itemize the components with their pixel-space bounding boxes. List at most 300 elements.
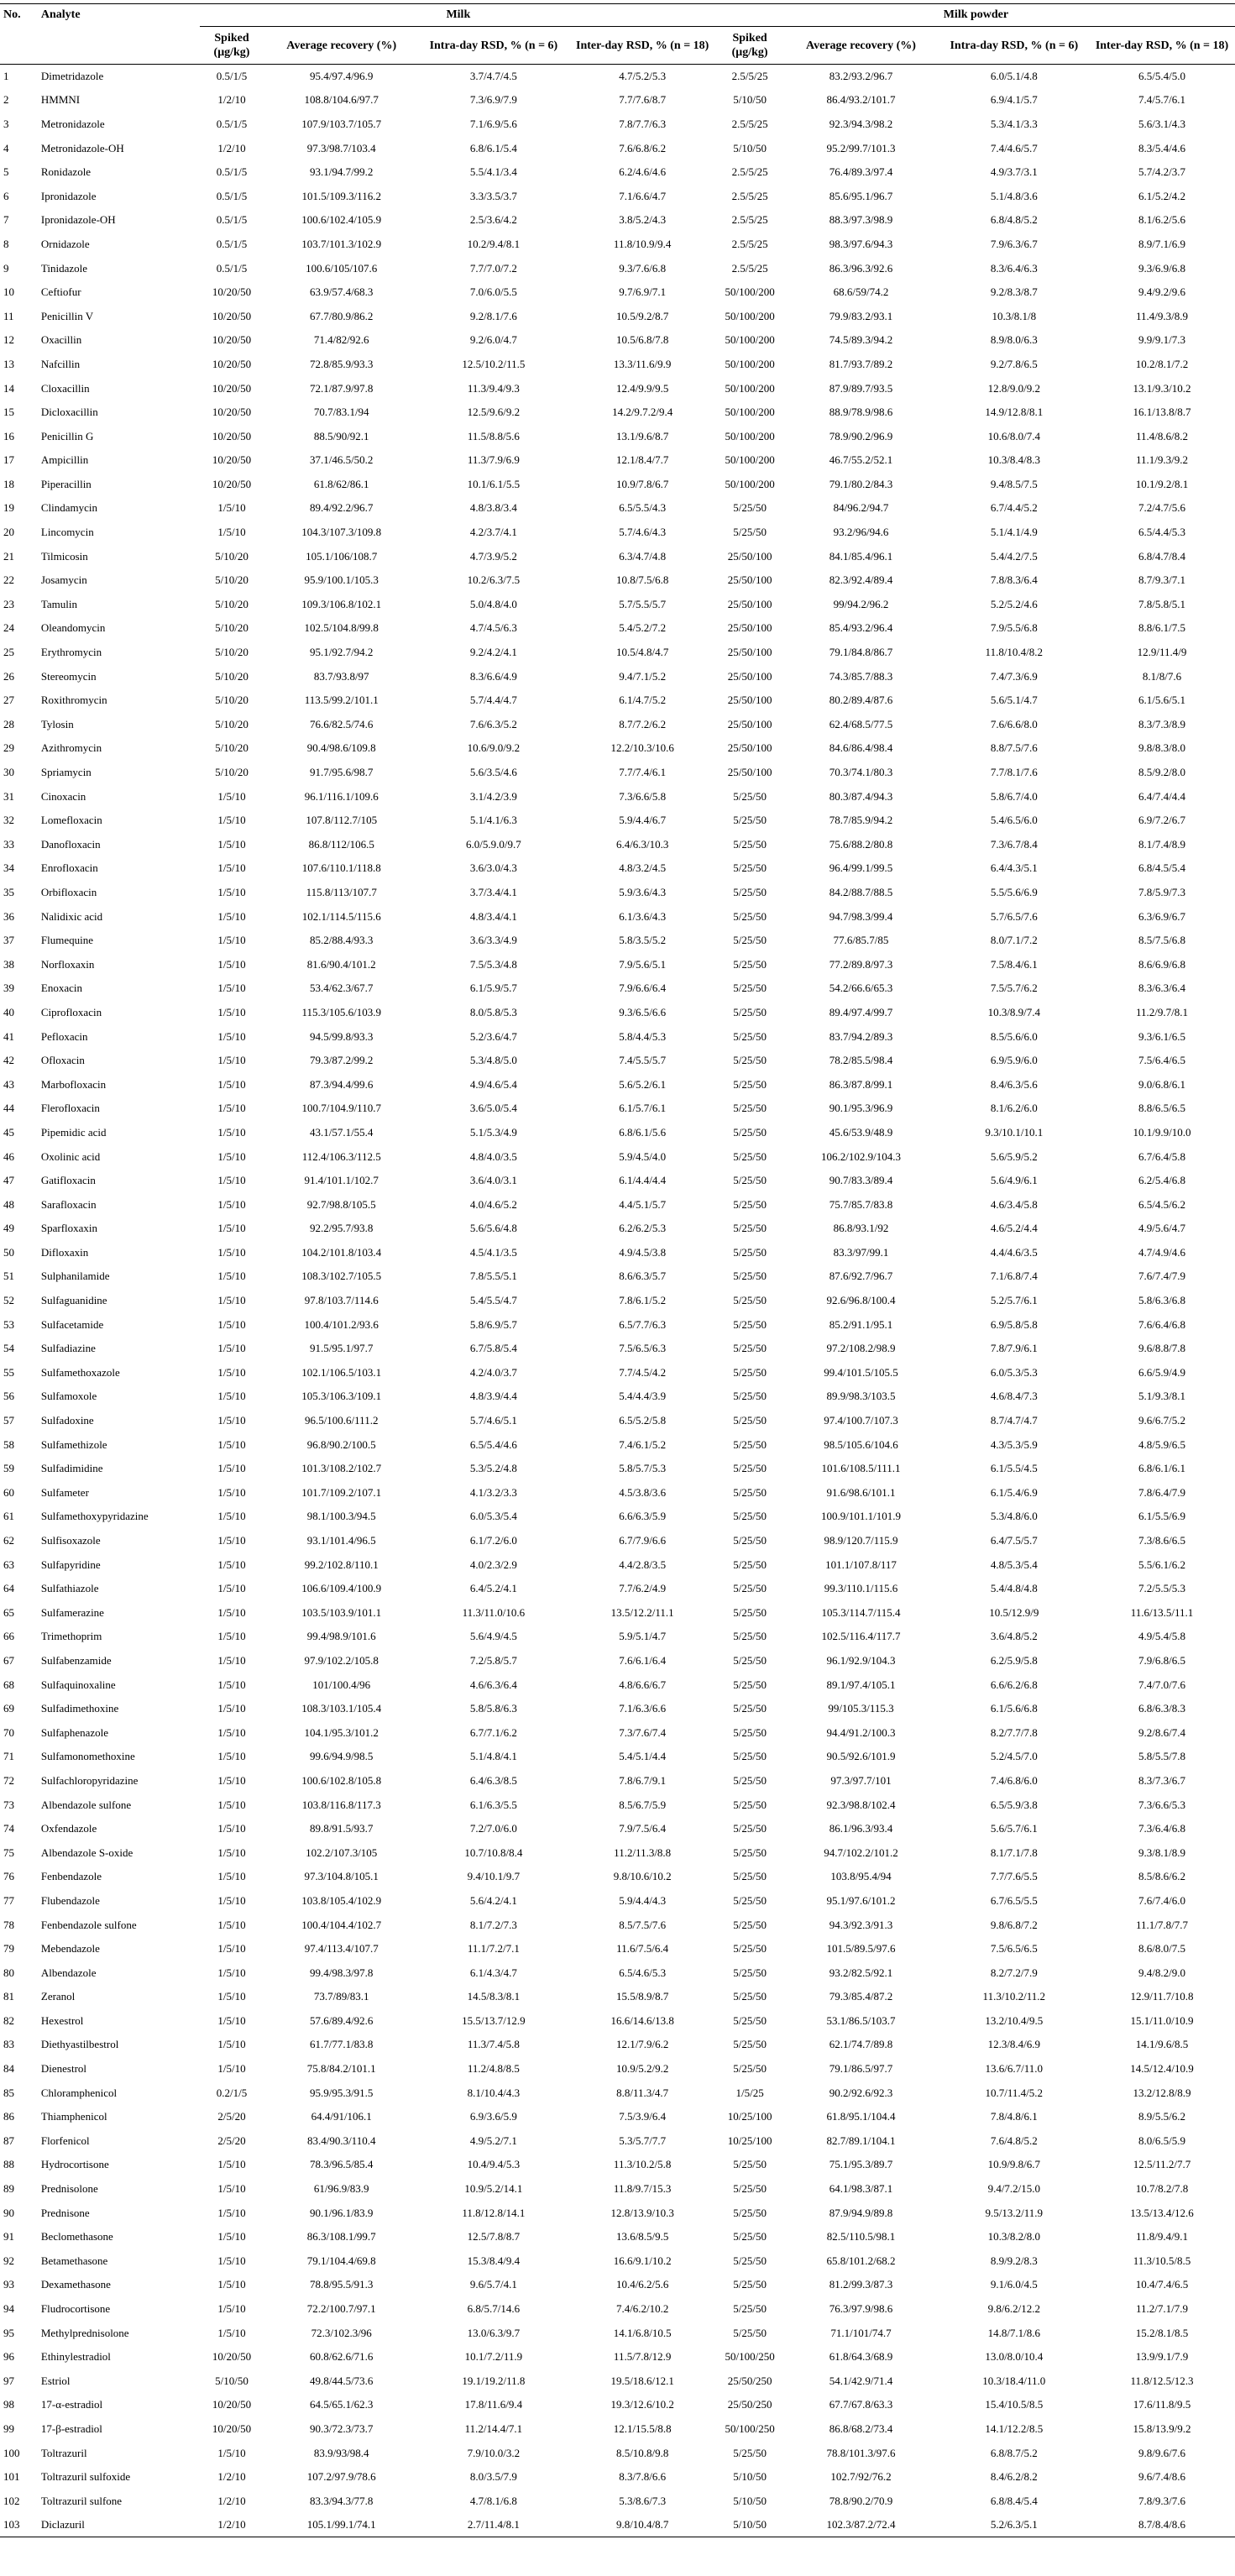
milk-intra-rsd: 10.2/9.4/8.1: [467, 237, 521, 250]
powder-avg-recovery: 97.4/100.7/107.3: [824, 1414, 898, 1427]
row-number: 24: [3, 621, 14, 635]
analyte-name: 17-α-estradiol: [40, 2398, 103, 2411]
milk-intra-rsd: 7.1/6.9/5.6: [469, 117, 517, 130]
milk-spiked: 1/5/10: [217, 2302, 246, 2316]
row-number: 76: [3, 1870, 14, 1883]
powder-spiked: 5/25/50: [733, 957, 767, 971]
analyte-name: Danofloxacin: [40, 837, 101, 851]
powder-intra-rsd: 6.7/6.5/5.5: [990, 1893, 1038, 1907]
milk-intra-rsd: 6.1/6.3/5.5: [469, 1798, 517, 1811]
table-row: [0, 1840, 1235, 1865]
milk-inter-rsd: 7.9/6.6/6.4: [619, 982, 667, 995]
header-avg-recovery-powder: Average recovery (%): [806, 39, 916, 52]
analyte-name: Flubendazole: [40, 1893, 100, 1907]
milk-avg-recovery: 99.2/102.8/110.1: [304, 1558, 379, 1571]
milk-intra-rsd: 5.7/4.4/4.7: [469, 694, 517, 707]
powder-avg-recovery: 53.1/86.5/103.7: [826, 2013, 896, 2027]
analyte-name: Nalidixic acid: [40, 909, 103, 923]
analyte-name: Norfloxaxin: [40, 957, 95, 971]
table-row: [0, 1144, 1235, 1169]
table-row: [0, 233, 1235, 257]
powder-avg-recovery: 83.3/97/99.1: [833, 1245, 889, 1259]
milk-spiked: 1/5/10: [217, 1582, 246, 1595]
powder-inter-rsd: 4.9/5.4/5.8: [1138, 1630, 1185, 1643]
powder-spiked: 5/25/50: [733, 861, 767, 875]
milk-spiked: 1/5/10: [217, 1054, 246, 1067]
powder-intra-rsd: 12.3/8.4/6.9: [987, 2038, 1041, 2051]
powder-avg-recovery: 99/94.2/96.2: [833, 597, 889, 610]
powder-spiked: 5/25/50: [733, 909, 767, 923]
powder-inter-rsd: 9.9/9.1/7.3: [1138, 333, 1185, 347]
milk-inter-rsd: 4.9/4.5/3.8: [619, 1245, 667, 1259]
milk-avg-recovery: 79.1/104.4/69.8: [306, 2254, 376, 2267]
powder-inter-rsd: 7.3/6.4/6.8: [1138, 1822, 1185, 1835]
milk-intra-rsd: 2.7/11.4/8.1: [467, 2518, 520, 2531]
row-number: 102: [3, 2494, 20, 2507]
powder-avg-recovery: 92.6/96.8/100.4: [826, 1294, 896, 1307]
row-number: 85: [3, 2086, 14, 2099]
milk-inter-rsd: 5.3/8.6/7.3: [619, 2494, 667, 2507]
milk-inter-rsd: 5.9/4.4/6.7: [619, 814, 667, 827]
powder-inter-rsd: 11.6/13.5/11.1: [1130, 1605, 1194, 1619]
powder-avg-recovery: 93.2/82.5/92.1: [829, 1966, 893, 1979]
powder-intra-rsd: 5.6/5.7/6.1: [990, 1822, 1038, 1835]
milk-inter-rsd: 5.3/5.7/7.7: [619, 2134, 667, 2147]
table-row: [0, 113, 1235, 137]
analyte-name: Thiamphenicol: [40, 2110, 107, 2123]
milk-spiked: 10/20/50: [212, 285, 252, 299]
powder-intra-rsd: 13.2/10.4/9.5: [985, 2013, 1044, 2027]
milk-intra-rsd: 11.8/12.8/14.1: [462, 2206, 526, 2219]
milk-inter-rsd: 7.5/3.9/6.4: [619, 2110, 667, 2123]
milk-intra-rsd: 9.4/10.1/9.7: [467, 1870, 521, 1883]
milk-spiked: 1/5/10: [217, 2446, 246, 2459]
milk-inter-rsd: 10.5/9.2/8.7: [615, 309, 669, 322]
milk-inter-rsd: 6.1/4.4/4.4: [619, 1174, 667, 1187]
row-number: 13: [3, 357, 14, 370]
milk-spiked: 5/10/20: [215, 597, 249, 610]
powder-intra-rsd: 7.5/5.7/6.2: [990, 982, 1038, 995]
milk-spiked: 1/5/10: [217, 526, 246, 539]
powder-intra-rsd: 5.5/5.6/6.9: [990, 885, 1038, 898]
powder-avg-recovery: 94.4/91.2/100.3: [826, 1725, 896, 1739]
milk-spiked: 0.5/1/5: [216, 261, 248, 275]
table-row: [0, 376, 1235, 401]
powder-avg-recovery: 101.5/89.5/97.6: [826, 1942, 896, 1956]
analyte-name: Albendazole S-oxide: [40, 1846, 133, 1859]
milk-spiked: 1/5/10: [217, 1390, 246, 1403]
analyte-name: Tamulin: [40, 597, 78, 610]
powder-intra-rsd: 4.4/4.6/3.5: [990, 1245, 1038, 1259]
row-number: 45: [3, 1125, 14, 1139]
table-row: [0, 256, 1235, 280]
row-number: 82: [3, 2013, 14, 2027]
row-number: 44: [3, 1102, 14, 1115]
analyte-name: Oxacillin: [40, 333, 82, 347]
milk-inter-rsd: 7.3/7.6/7.4: [619, 1725, 667, 1739]
milk-avg-recovery: 83.4/90.3/110.4: [306, 2134, 376, 2147]
analyte-name: Sulphanilamide: [40, 1270, 110, 1283]
analyte-name: Enoxacin: [40, 982, 82, 995]
milk-spiked: 1/5/10: [217, 1174, 246, 1187]
analyte-name: Sulfachloropyridazine: [40, 1773, 139, 1787]
milk-intra-rsd: 4.5/4.1/3.5: [469, 1245, 517, 1259]
powder-spiked: 5/25/50: [733, 1534, 767, 1547]
powder-intra-rsd: 8.5/5.6/6.0: [990, 1029, 1038, 1043]
analyte-name: Penicillin G: [40, 429, 94, 442]
powder-intra-rsd: 6.7/4.4/5.2: [990, 501, 1038, 515]
table-row: [0, 1793, 1235, 1817]
milk-avg-recovery: 104.1/95.3/101.2: [304, 1725, 379, 1739]
powder-inter-rsd: 9.6/6.7/5.2: [1138, 1414, 1185, 1427]
powder-intra-rsd: 6.8/8.7/5.2: [990, 2446, 1038, 2459]
powder-intra-rsd: 9.3/10.1/10.1: [985, 1125, 1044, 1139]
powder-avg-recovery: 87.6/92.7/96.7: [829, 1270, 893, 1283]
analyte-name: Dicloxacillin: [40, 406, 98, 419]
powder-avg-recovery: 88.3/97.3/98.9: [829, 213, 893, 227]
milk-spiked: 1/5/10: [217, 1102, 246, 1115]
milk-avg-recovery: 57.6/89.4/92.6: [309, 2013, 374, 2027]
table-row: [0, 88, 1235, 113]
milk-inter-rsd: 6.8/6.1/5.6: [619, 1125, 667, 1139]
powder-intra-rsd: 9.1/6.0/4.5: [990, 2278, 1038, 2291]
milk-intra-rsd: 3.3/3.5/3.7: [469, 189, 517, 202]
milk-avg-recovery: 60.8/62.6/71.6: [309, 2350, 374, 2364]
table-row: [0, 496, 1235, 521]
powder-intra-rsd: 4.9/3.7/3.1: [990, 165, 1038, 179]
milk-inter-rsd: 12.4/9.9/9.5: [615, 381, 669, 395]
powder-inter-rsd: 9.4/9.2/9.6: [1138, 285, 1185, 299]
analyte-name: Enrofloxacin: [40, 861, 98, 875]
powder-avg-recovery: 70.3/74.1/80.3: [829, 766, 893, 779]
powder-spiked: 5/25/50: [733, 2182, 767, 2196]
milk-inter-rsd: 7.4/6.1/5.2: [619, 1437, 667, 1451]
milk-avg-recovery: 100.6/102.8/105.8: [301, 1773, 382, 1787]
milk-intra-rsd: 11.3/7.4/5.8: [467, 2038, 520, 2051]
table-row: [0, 2441, 1235, 2465]
analyte-name: Estriol: [40, 2374, 71, 2387]
powder-avg-recovery: 79.3/85.4/87.2: [829, 1990, 893, 2003]
milk-inter-rsd: 4.4/2.8/3.5: [619, 1558, 667, 1571]
milk-inter-rsd: 10.8/7.5/6.8: [615, 573, 669, 587]
powder-inter-rsd: 11.8/12.5/12.3: [1130, 2374, 1194, 2387]
milk-spiked: 1/5/10: [217, 1534, 246, 1547]
powder-inter-rsd: 10.7/8.2/7.8: [1135, 2182, 1189, 2196]
powder-avg-recovery: 88.9/78.9/98.6: [829, 406, 893, 419]
table-row: [0, 976, 1235, 1001]
row-number: 26: [3, 669, 14, 683]
milk-spiked: 1/5/10: [217, 1342, 246, 1355]
row-number: 37: [3, 934, 14, 947]
powder-spiked: 5/25/50: [733, 1870, 767, 1883]
powder-intra-rsd: 6.0/5.3/5.3: [990, 1365, 1038, 1379]
milk-avg-recovery: 96.1/116.1/109.6: [304, 789, 379, 803]
milk-inter-rsd: 12.1/8.4/7.7: [615, 453, 669, 467]
milk-spiked: 0.2/1/5: [216, 2086, 248, 2099]
milk-inter-rsd: 8.3/7.8/6.6: [619, 2470, 667, 2484]
table-row: [0, 2369, 1235, 2394]
powder-avg-recovery: 83.7/94.2/89.3: [829, 1029, 893, 1043]
milk-inter-rsd: 7.7/7.6/8.7: [619, 93, 667, 107]
milk-intra-rsd: 5.6/4.2/4.1: [469, 1893, 517, 1907]
row-number: 27: [3, 694, 14, 707]
powder-spiked: 5/25/50: [733, 1822, 767, 1835]
powder-spiked: 25/50/100: [727, 766, 772, 779]
analyte-name: Flerofloxacin: [40, 1102, 100, 1115]
powder-inter-rsd: 5.6/3.1/4.3: [1138, 117, 1185, 130]
analyte-name: Sulfamethizole: [40, 1437, 107, 1451]
analyte-name: Ampicillin: [40, 453, 89, 467]
powder-inter-rsd: 6.6/5.9/4.9: [1138, 1365, 1185, 1379]
powder-intra-rsd: 5.2/6.3/5.1: [990, 2518, 1038, 2531]
milk-avg-recovery: 78.3/96.5/85.4: [309, 2158, 374, 2171]
milk-avg-recovery: 97.8/103.7/114.6: [304, 1294, 379, 1307]
powder-spiked: 5/25/50: [733, 1077, 767, 1091]
powder-inter-rsd: 6.8/4.5/5.4: [1138, 861, 1185, 875]
row-number: 53: [3, 1317, 14, 1331]
milk-inter-rsd: 10.9/5.2/9.2: [615, 2062, 669, 2076]
milk-inter-rsd: 5.9/4.4/4.3: [619, 1893, 667, 1907]
milk-inter-rsd: 19.5/18.6/12.1: [610, 2374, 674, 2387]
table-row: [0, 160, 1235, 185]
powder-intra-rsd: 6.2/5.9/5.8: [990, 1653, 1038, 1667]
table-row: [0, 1817, 1235, 1841]
analyte-name: Chloramphenicol: [40, 2086, 118, 2099]
row-number: 25: [3, 646, 14, 659]
milk-intra-rsd: 6.4/6.3/8.5: [469, 1773, 517, 1787]
row-number: 84: [3, 2062, 14, 2076]
powder-avg-recovery: 89.1/97.4/105.1: [826, 1678, 896, 1691]
table-row: [0, 521, 1235, 545]
milk-inter-rsd: 6.4/6.3/10.3: [615, 837, 669, 851]
powder-spiked: 5/25/50: [733, 1942, 767, 1956]
powder-avg-recovery: 91.6/98.6/101.1: [826, 1485, 896, 1499]
row-number: 33: [3, 837, 14, 851]
powder-avg-recovery: 78.9/90.2/96.9: [829, 429, 893, 442]
milk-spiked: 10/20/50: [212, 429, 252, 442]
powder-intra-rsd: 8.3/6.4/6.3: [990, 261, 1038, 275]
powder-intra-rsd: 14.9/12.8/8.1: [985, 406, 1044, 419]
powder-intra-rsd: 10.9/9.8/6.7: [987, 2158, 1041, 2171]
milk-inter-rsd: 7.7/4.5/4.2: [619, 1365, 667, 1379]
milk-intra-rsd: 5.6/4.9/4.5: [469, 1630, 517, 1643]
row-number: 12: [3, 333, 14, 347]
row-number: 7: [3, 213, 9, 227]
powder-spiked: 5/25/50: [733, 1966, 767, 1979]
milk-avg-recovery: 43.1/57.1/55.4: [309, 1125, 374, 1139]
row-number: 83: [3, 2038, 14, 2051]
powder-inter-rsd: 8.0/6.5/5.9: [1138, 2134, 1185, 2147]
milk-spiked: 1/5/10: [217, 1605, 246, 1619]
milk-avg-recovery: 108.8/104.6/97.7: [304, 93, 379, 107]
milk-avg-recovery: 79.3/87.2/99.2: [309, 1054, 374, 1067]
powder-spiked: 5/25/50: [733, 1630, 767, 1643]
powder-intra-rsd: 9.2/7.8/6.5: [990, 357, 1038, 370]
milk-spiked: 5/10/50: [215, 2374, 249, 2387]
row-number: 14: [3, 381, 14, 395]
powder-inter-rsd: 8.3/6.3/6.4: [1138, 982, 1185, 995]
table-row: [0, 280, 1235, 305]
powder-inter-rsd: 8.3/7.3/6.7: [1138, 1773, 1185, 1787]
milk-intra-rsd: 9.2/6.0/4.7: [469, 333, 517, 347]
powder-avg-recovery: 90.5/92.6/101.9: [826, 1750, 896, 1763]
milk-inter-rsd: 6.1/5.7/6.1: [619, 1102, 667, 1115]
milk-avg-recovery: 91.5/95.1/97.7: [309, 1342, 374, 1355]
milk-avg-recovery: 76.6/82.5/74.6: [309, 717, 374, 730]
milk-intra-rsd: 11.3/9.4/9.3: [467, 381, 520, 395]
powder-spiked: 5/25/50: [733, 1365, 767, 1379]
powder-spiked: 5/25/50: [733, 1510, 767, 1523]
analyte-name: Prednisolone: [40, 2182, 98, 2196]
milk-intra-rsd: 12.5/7.8/8.7: [467, 2230, 521, 2244]
milk-inter-rsd: 7.8/6.1/5.2: [619, 1294, 667, 1307]
powder-spiked: 25/50/100: [727, 741, 772, 755]
milk-inter-rsd: 7.7/6.2/4.9: [619, 1582, 667, 1595]
powder-inter-rsd: 7.8/5.8/5.1: [1138, 597, 1185, 610]
powder-avg-recovery: 83.2/93.2/96.7: [829, 70, 893, 83]
row-number: 56: [3, 1390, 14, 1403]
milk-inter-rsd: 19.3/12.6/10.2: [610, 2398, 674, 2411]
analyte-name: Sulfamerazine: [40, 1605, 104, 1619]
powder-avg-recovery: 71.1/101/74.7: [830, 2326, 892, 2339]
powder-avg-recovery: 81.7/93.7/89.2: [829, 357, 893, 370]
milk-inter-rsd: 12.8/13.9/10.3: [610, 2206, 674, 2219]
milk-spiked: 1/5/10: [217, 1437, 246, 1451]
powder-avg-recovery: 90.1/95.3/96.9: [829, 1102, 893, 1115]
analyte-name: Oxolinic acid: [40, 1149, 101, 1163]
milk-intra-rsd: 11.2/4.8/8.5: [467, 2062, 520, 2076]
row-number: 29: [3, 741, 14, 755]
powder-inter-rsd: 8.9/5.5/6.2: [1138, 2110, 1185, 2123]
table-row: [0, 2297, 1235, 2322]
analyte-name: Sulfadimethoxine: [40, 1702, 119, 1715]
powder-spiked: 5/10/50: [733, 2494, 767, 2507]
row-number: 32: [3, 814, 14, 827]
powder-intra-rsd: 7.4/7.3/6.9: [990, 669, 1038, 683]
table-row: [0, 1457, 1235, 1481]
milk-inter-rsd: 4.4/5.1/5.7: [619, 1197, 667, 1211]
powder-inter-rsd: 6.8/6.3/8.3: [1138, 1702, 1185, 1715]
powder-intra-rsd: 5.1/4.1/4.9: [990, 526, 1038, 539]
table-row: [0, 208, 1235, 233]
powder-inter-rsd: 14.5/12.4/10.9: [1130, 2062, 1194, 2076]
milk-inter-rsd: 3.8/5.2/4.3: [619, 213, 667, 227]
table-row: [0, 616, 1235, 641]
milk-inter-rsd: 5.4/5.2/7.2: [619, 621, 667, 635]
table-body: [0, 65, 1235, 2537]
table-row: [0, 2321, 1235, 2345]
powder-intra-rsd: 12.8/9.0/9.2: [987, 381, 1041, 395]
milk-avg-recovery: 104.3/107.3/109.8: [301, 526, 382, 539]
milk-intra-rsd: 5.6/3.5/4.6: [469, 766, 517, 779]
milk-intra-rsd: 3.1/4.2/3.9: [469, 789, 517, 803]
powder-spiked: 50/100/200: [725, 381, 775, 395]
milk-inter-rsd: 7.7/7.4/6.1: [619, 766, 667, 779]
milk-spiked: 1/5/10: [217, 1462, 246, 1475]
milk-spiked: 10/20/50: [212, 381, 252, 395]
milk-inter-rsd: 10.5/6.8/7.8: [615, 333, 669, 347]
milk-intra-rsd: 7.9/10.0/3.2: [467, 2446, 521, 2459]
powder-avg-recovery: 98.5/105.6/104.6: [824, 1437, 898, 1451]
powder-inter-rsd: 11.8/9.4/9.1: [1136, 2230, 1188, 2244]
analyte-name: Pipemidic acid: [40, 1125, 107, 1139]
powder-inter-rsd: 6.5/5.4/5.0: [1138, 70, 1185, 83]
milk-inter-rsd: 10.4/6.2/5.6: [615, 2278, 669, 2291]
powder-inter-rsd: 11.2/9.7/8.1: [1136, 1005, 1188, 1018]
table-row: [0, 1865, 1235, 1889]
analyte-name: Beclomethasone: [40, 2230, 113, 2244]
milk-avg-recovery: 105.1/99.1/74.1: [306, 2518, 376, 2531]
powder-inter-rsd: 9.3/6.1/6.5: [1138, 1029, 1185, 1043]
powder-spiked: 5/25/50: [733, 1582, 767, 1595]
powder-intra-rsd: 6.8/4.8/5.2: [990, 213, 1038, 227]
milk-spiked: 1/5/10: [217, 1942, 246, 1956]
powder-avg-recovery: 80.3/87.4/94.3: [829, 789, 893, 803]
analyte-name: Prednisone: [40, 2206, 90, 2219]
milk-spiked: 5/10/20: [215, 646, 249, 659]
milk-spiked: 1/5/10: [217, 1245, 246, 1259]
powder-intra-rsd: 11.8/10.4/8.2: [985, 646, 1044, 659]
milk-spiked: 0.5/1/5: [216, 189, 248, 202]
milk-avg-recovery: 81.6/90.4/101.2: [306, 957, 376, 971]
powder-spiked: 5/25/50: [733, 1437, 767, 1451]
milk-inter-rsd: 11.2/11.3/8.8: [614, 1846, 672, 1859]
table-row: [0, 448, 1235, 473]
powder-avg-recovery: 77.2/89.8/97.3: [829, 957, 893, 971]
powder-inter-rsd: 6.5/4.4/5.3: [1138, 526, 1185, 539]
milk-intra-rsd: 9.6/5.7/4.1: [469, 2278, 517, 2291]
milk-spiked: 1/5/10: [217, 2158, 246, 2171]
milk-avg-recovery: 108.3/102.7/105.5: [301, 1270, 382, 1283]
powder-spiked: 5/25/50: [733, 1174, 767, 1187]
powder-inter-rsd: 9.2/8.6/7.4: [1138, 1725, 1185, 1739]
powder-spiked: 5/25/50: [733, 1245, 767, 1259]
powder-spiked: 5/25/50: [733, 501, 767, 515]
powder-intra-rsd: 7.8/7.9/6.1: [990, 1342, 1038, 1355]
table-row: [0, 1192, 1235, 1217]
powder-inter-rsd: 8.1/7.4/8.9: [1138, 837, 1185, 851]
milk-spiked: 10/20/50: [212, 2350, 252, 2364]
analyte-name: Dexamethasone: [40, 2278, 111, 2291]
powder-avg-recovery: 64.1/98.3/87.1: [829, 2182, 893, 2196]
powder-inter-rsd: 11.3/10.5/8.5: [1133, 2254, 1191, 2267]
analyte-name: Sulfameter: [40, 1485, 89, 1499]
milk-inter-rsd: 9.3/6.5/6.6: [619, 1005, 667, 1018]
row-number: 88: [3, 2158, 14, 2171]
milk-inter-rsd: 10.5/4.8/4.7: [615, 646, 669, 659]
powder-spiked: 5/25/50: [733, 1054, 767, 1067]
milk-intra-rsd: 4.7/8.1/6.8: [469, 2494, 517, 2507]
milk-intra-rsd: 5.6/5.6/4.8: [469, 1222, 517, 1235]
powder-inter-rsd: 8.6/6.9/6.8: [1138, 957, 1185, 971]
powder-avg-recovery: 78.7/85.9/94.2: [829, 814, 893, 827]
analyte-name: Diethyastilbestrol: [40, 2038, 119, 2051]
table-row: [0, 1505, 1235, 1529]
milk-inter-rsd: 5.7/4.6/4.3: [619, 526, 667, 539]
table-row: [0, 2465, 1235, 2490]
milk-spiked: 1/5/10: [217, 1558, 246, 1571]
milk-avg-recovery: 91.7/95.6/98.7: [309, 766, 374, 779]
powder-inter-rsd: 8.3/7.3/8.9: [1138, 717, 1185, 730]
powder-avg-recovery: 86.8/68.2/73.4: [829, 2422, 893, 2435]
row-number: 74: [3, 1822, 14, 1835]
row-number: 75: [3, 1846, 14, 1859]
powder-avg-recovery: 82.7/89.1/104.1: [826, 2134, 896, 2147]
milk-spiked: 2/5/20: [217, 2134, 246, 2147]
powder-intra-rsd: 8.8/7.5/7.6: [990, 741, 1038, 755]
powder-avg-recovery: 93.2/96/94.6: [833, 526, 889, 539]
table-row: [0, 1169, 1235, 1193]
